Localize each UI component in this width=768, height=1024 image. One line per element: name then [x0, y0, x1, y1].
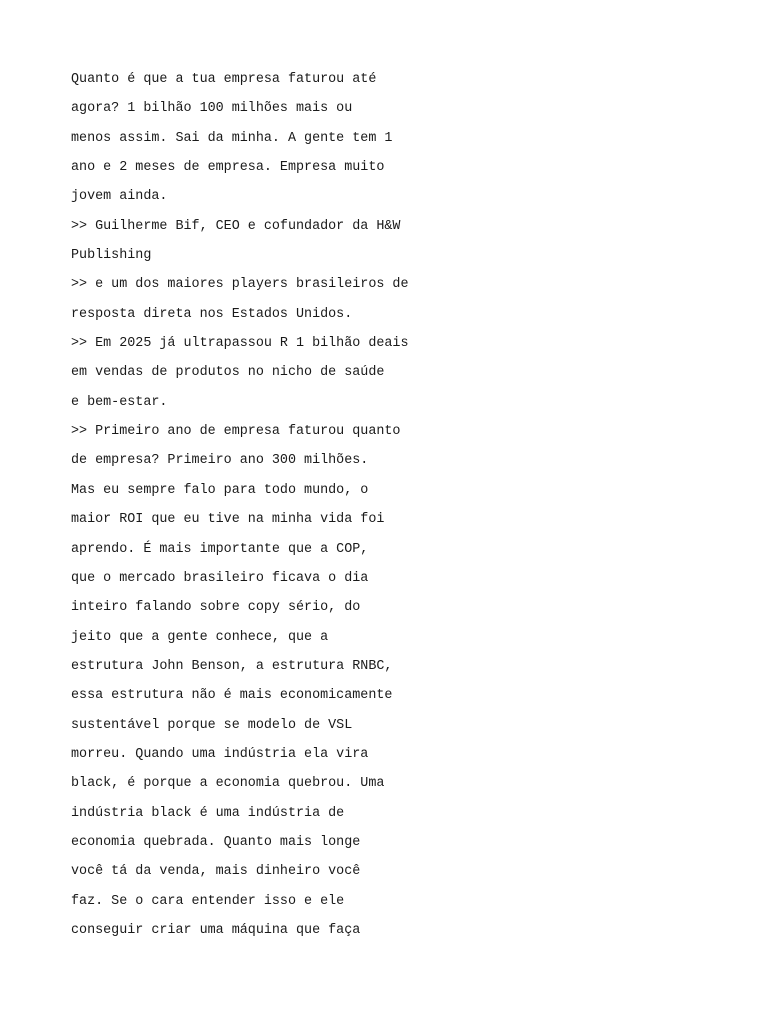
speaker-line: >> e um dos maiores players brasileiros de: [71, 277, 409, 293]
text-line: economia quebrada. Quanto mais longe: [71, 834, 361, 850]
transcript-text: [71, 65, 711, 945]
text-line: estrutura John Benson, a estrutura RNBC,: [71, 658, 393, 674]
text-line: de empresa? Primeiro ano 300 milhões.: [71, 453, 369, 469]
text-line: Mas eu sempre falo para todo mundo, o: [71, 482, 369, 498]
text-line: agora? 1 bilhão 100 milhões mais ou: [71, 101, 353, 117]
speaker-line: >> Primeiro ano de empresa faturou quanto: [71, 424, 401, 440]
text-line: morreu. Quando uma indústria ela vira: [71, 746, 369, 762]
text-line: e bem-estar.: [71, 394, 168, 410]
text-line: black, é porque a economia quebrou. Uma: [71, 776, 385, 792]
text-line: indústria black é uma indústria de: [71, 805, 345, 821]
speaker-line: >> Guilherme Bif, CEO e cofundador da H&W: [71, 218, 401, 234]
text-line: faz. Se o cara entender isso e ele: [71, 893, 345, 909]
text-line: essa estrutura não é mais economicamente: [71, 688, 393, 704]
text-line: aprendo. É mais importante que a COP,: [71, 541, 369, 557]
text-line: jeito que a gente conhece, que a: [71, 629, 329, 645]
speaker-line: >> Em 2025 já ultrapassou R 1 bilhão deais: [71, 336, 409, 352]
text-line: sustentável porque se modelo de VSL: [71, 717, 353, 733]
text-line: inteiro falando sobre copy sério, do: [71, 600, 361, 616]
text-line: ano e 2 meses de empresa. Empresa muito: [71, 160, 385, 176]
text-line: em vendas de produtos no nicho de saúde: [71, 365, 385, 381]
text-line: resposta direta nos Estados Unidos.: [71, 306, 353, 322]
text-line: Quanto é que a tua empresa faturou até: [71, 72, 377, 87]
text-line: conseguir criar uma máquina que faça: [71, 922, 361, 938]
text-line: você tá da venda, mais dinheiro você: [71, 864, 361, 880]
text-line: jovem ainda.: [71, 189, 168, 205]
text-line: que o mercado brasileiro ficava o dia: [71, 570, 369, 586]
text-line: Publishing: [71, 248, 152, 264]
text-line: maior ROI que eu tive na minha vida foi: [71, 512, 385, 528]
text-line: menos assim. Sai da minha. A gente tem 1: [71, 130, 393, 146]
